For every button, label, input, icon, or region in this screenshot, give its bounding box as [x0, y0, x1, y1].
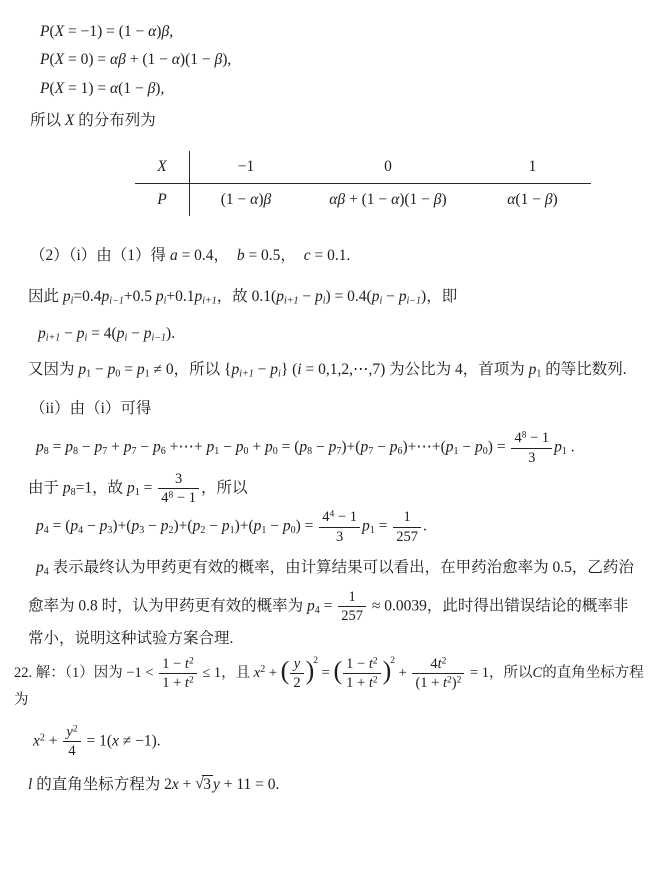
- eq-p8-telescoping: $p_8 = p_8 - p_7 + p_7 - p_6$ +⋯+ $p_1 - p_0 + p_0 = (p_8 - p_7)+(p_7$ − $p_6)+\cdots+(p_1 - p_0)$ = $\frac{4^8 - 1}{3}$ $p_1$ .: [36, 430, 575, 466]
- eq-prob-x-one: P(X = 1) = α(1 − β),: [40, 79, 165, 97]
- text-distribution-intro: 所以 X 的分布列为: [30, 112, 156, 130]
- table-cell-value-neg1: −1: [190, 151, 303, 184]
- table-cell-value-one: 1: [474, 151, 591, 184]
- text-part2-given-values: （2）（i）由（1）得 a = 0.4， b = 0.5， c = 0.1.: [30, 246, 351, 264]
- table-header-row: [135, 151, 591, 184]
- eq-line-l-equation: l 的直角坐标方程为 2x + √3 y + 11 = 0.: [28, 775, 280, 794]
- table-cell-variable-p: P: [135, 183, 190, 216]
- eq-recurrence-simplified: $p_{i+1} - p_i = 4(p_i - p_{i-1})$.: [38, 325, 176, 344]
- para-conclusion-line1: $p_4$ 表示最终认为甲药更有效的概率，由计算结果可以看出，在甲药治愈率为 0.5，乙药治: [36, 558, 634, 578]
- eq-recurrence-relation: 因此 $p_i=0.4p_{i-1}+0.5$ $p_i+0.1p_{i+1}$，故 $0.1(p_{i+1} - p_i) = 0.4(p_i - p_{i-1})$，即: [28, 287, 458, 307]
- eq-p4-computation: $p_4 = (p_4 - p_3)+(p_3 - p_2)+(p_2 - p_1)+(p_1 - p_0)$ = $\frac{4^4 - 1}{3}$ $p_1$ = $\frac{1}{257}$ .: [36, 509, 427, 545]
- table-cell-value-zero: 0: [302, 151, 474, 184]
- table-cell-prob-one: α(1 − β): [507, 190, 558, 208]
- para-conclusion-line2: 愈率为 0.8 时，认为甲药更有效的概率为 $p_4$ = $\frac{1}{257}$ ≈ 0.0039，此时得出错误结论的概率非: [28, 589, 629, 625]
- eq-problem22-part1: 22. 解：（1）因为 −1 < $\frac{1 - t^2}{1 + t^2}$ ≤ 1，且 $x^2$ + ( $\frac{y}{2}$ )$^2$ = ( $\frac{1 - t^2}{1 + t^2}$ )$^2$ + $\frac{4t^2}{(1 + t^2)^2}$ = 1，所以C的直角坐标方程为: [14, 656, 644, 709]
- table-cell-prob-zero: αβ + (1 − α)(1 − β): [329, 190, 447, 208]
- table-probability-row: [135, 183, 591, 216]
- eq-ellipse-equation: $x^2$ + $\frac{y^2}{4}$ = 1(x ≠ −1).: [33, 723, 161, 759]
- para-conclusion-line3: 常小，说明这种试验方案合理.: [28, 629, 234, 647]
- table-cell-variable-x: X: [135, 151, 190, 184]
- eq-prob-x-zero: P(X = 0) = αβ + (1 − α)(1 − β),: [40, 51, 232, 69]
- eq-prob-x-neg1: P(X = −1) = (1 − α)β,: [40, 23, 174, 40]
- distribution-table: [135, 151, 591, 216]
- text-geometric-sequence: 又因为 $p_1 - p_0 = p_1 \ne 0$，所以 $\{p_{i+1} - p_i\} (i$ = 0,1,2,⋯,7) 为公比为 4，首项为 $p_1$ 的等比数列.: [28, 360, 627, 380]
- text-part-ii-intro: （ii）由（i）可得: [30, 400, 152, 417]
- eq-p1-value: 由于 $p_8=1$，故 $p_1$ = $\frac{3}{4^8 - 1}$ ，所以: [28, 470, 248, 507]
- table-cell-prob-neg1: (1 − α)β: [220, 190, 272, 208]
